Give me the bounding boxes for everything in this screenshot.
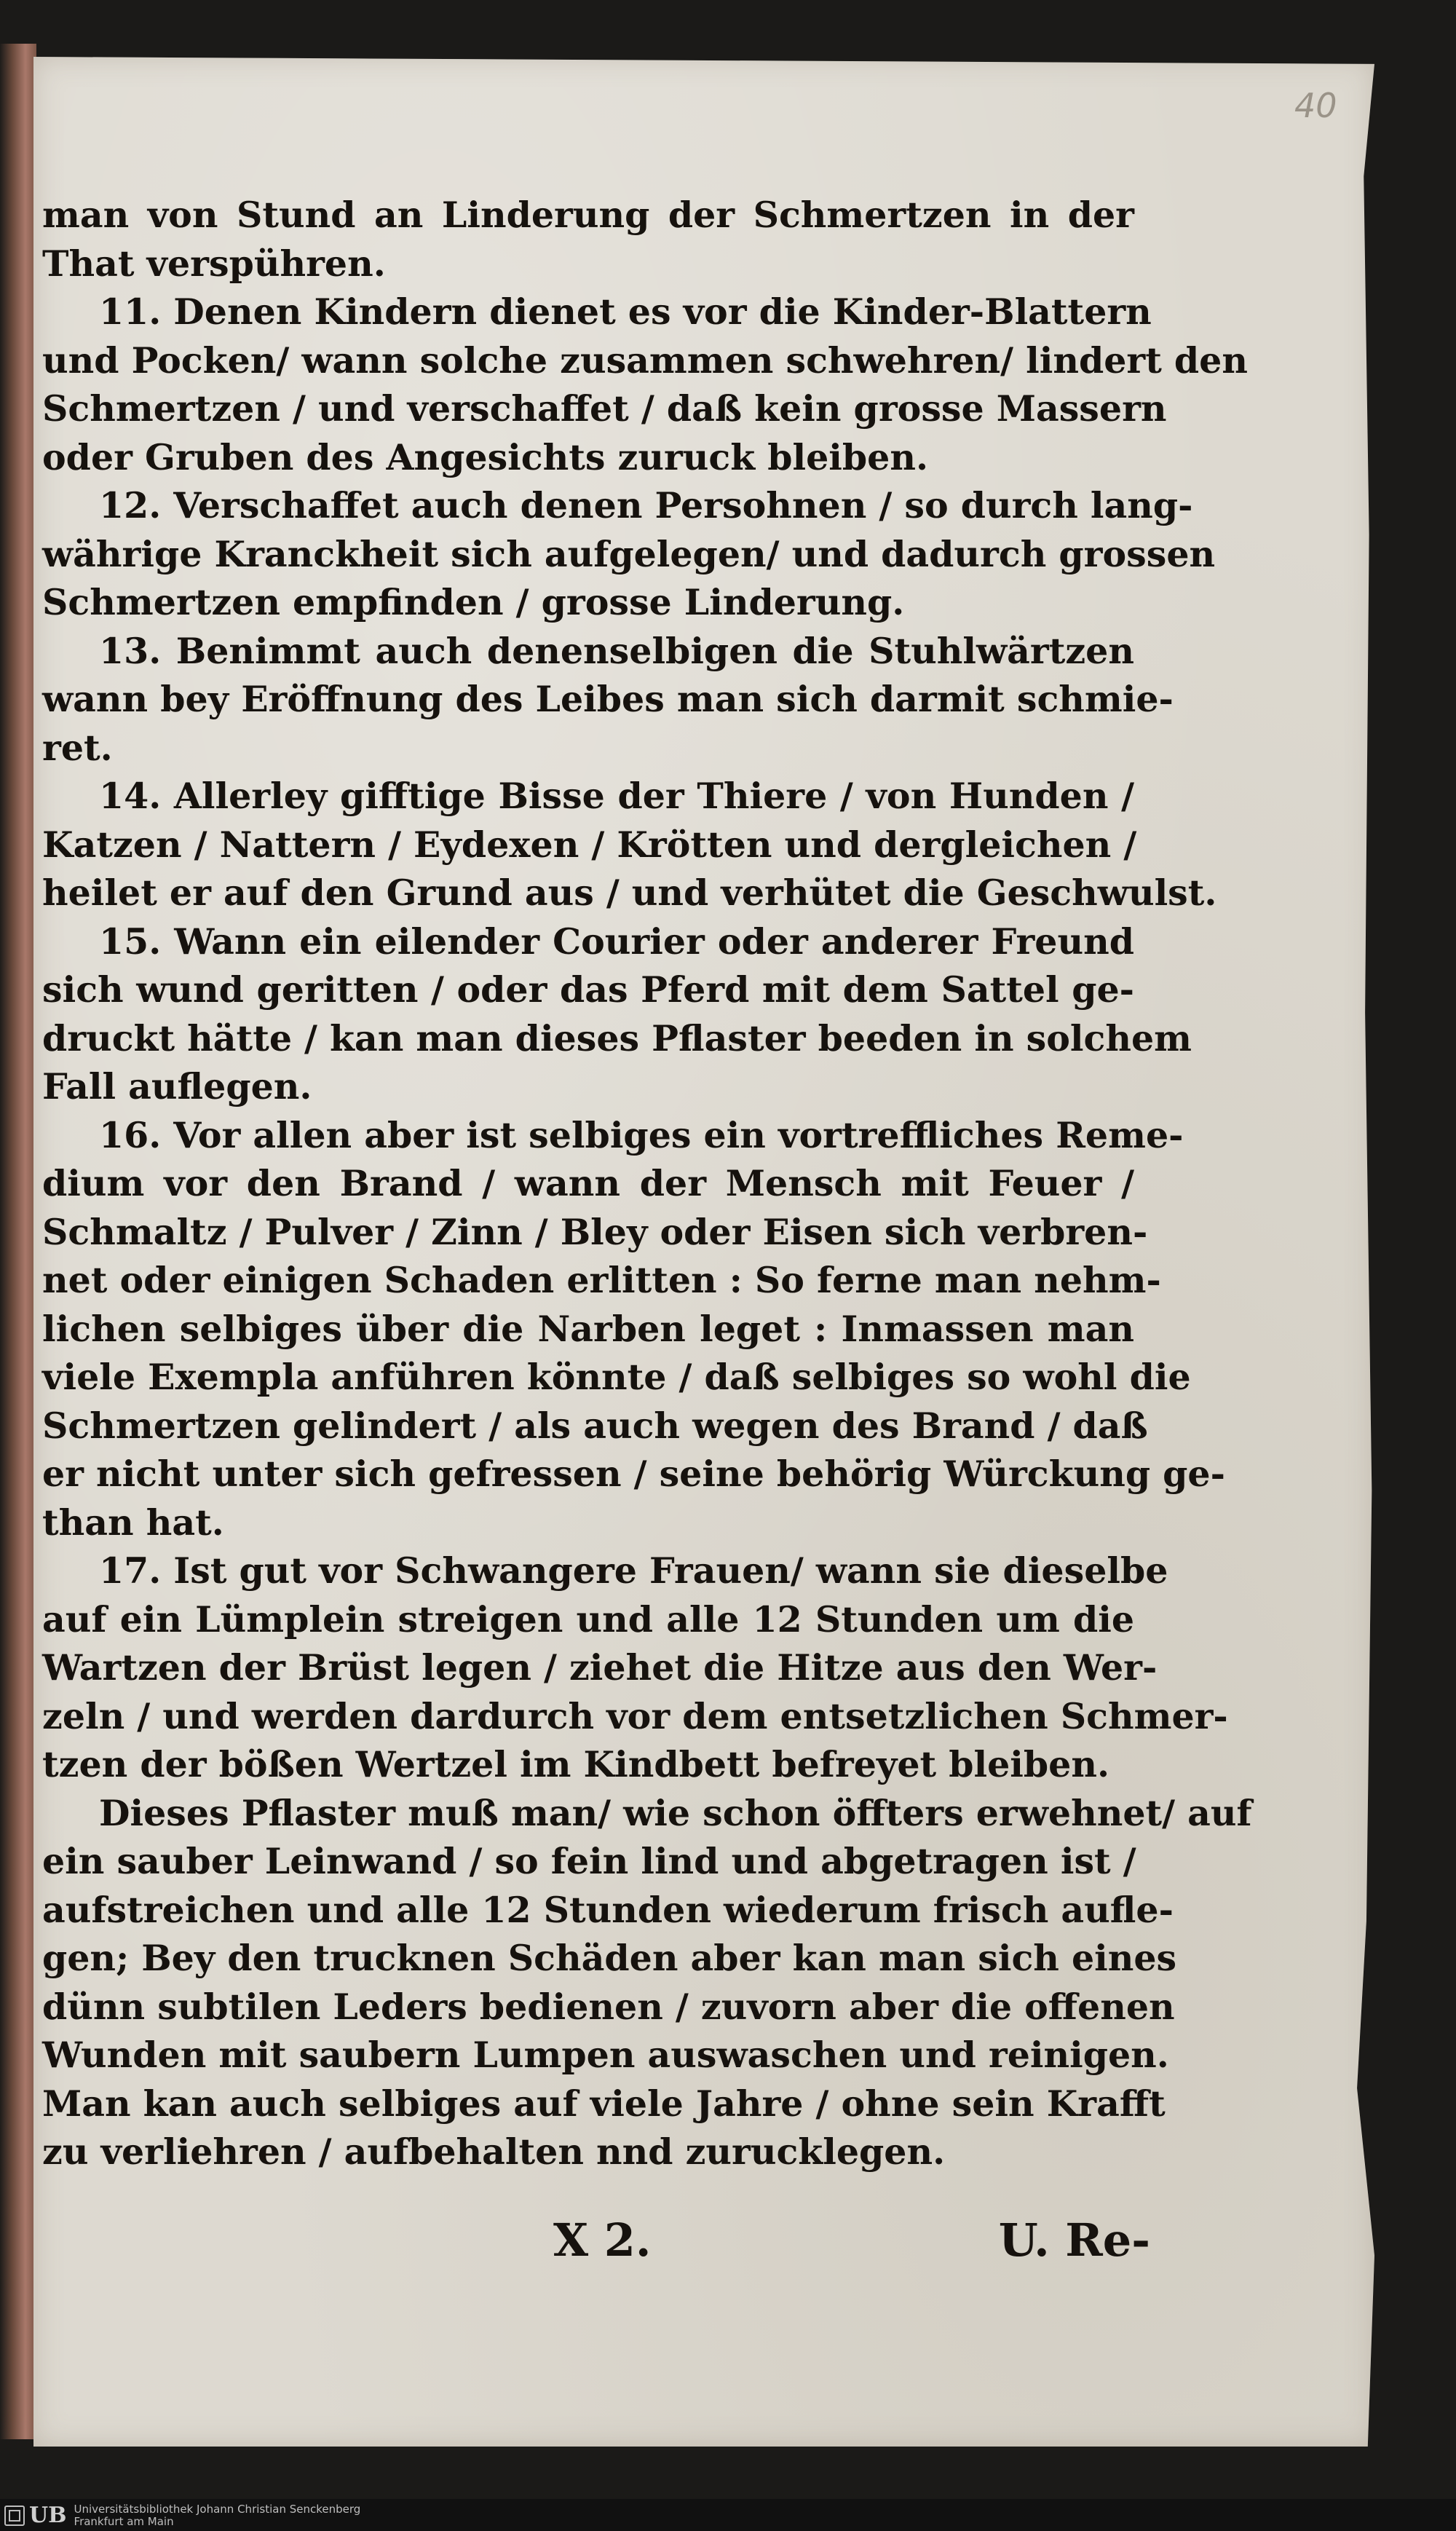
text-line: than hat. <box>42 1501 224 1544</box>
text-line: Schmertzen empfinden / grosse Linderung. <box>42 581 905 623</box>
library-logo <box>4 2503 360 2528</box>
text-line: 14. Allerley gifftige Bisse der Thiere / von Hunden / <box>99 775 1134 817</box>
text-line: ret. <box>42 726 113 769</box>
library-logo-text: UB <box>29 2503 67 2528</box>
text-line: Wunden mit saubern Lumpen auswaschen und reinigen. <box>42 2034 1169 2076</box>
text-line: 11. Denen Kindern dienet es vor die Kinder-Blattern <box>99 291 1152 333</box>
text-line: heilet er auf den Grund aus / und verhütet die Geschwulst. <box>42 872 1217 914</box>
text-line: Man kan auch selbiges auf viele Jahre / ohne sein Krafft <box>42 2082 1166 2125</box>
text-line: 17. Ist gut vor Schwangere Frauen/ wann sie dieselbe <box>99 1549 1168 1592</box>
library-location: Frankfurt am Main <box>74 2514 174 2528</box>
text-line: viele Exempla anführen könnte / daß selbiges so wohl die <box>42 1356 1191 1398</box>
catchword: U. Re- <box>998 2214 1150 2267</box>
text-line: er nicht unter sich gefressen / seine behörig Würckung ge- <box>42 1453 1225 1495</box>
signature-mark: X 2. <box>553 2214 652 2267</box>
text-line: Schmertzen / und verschaffet / daß kein grosse Massern <box>42 387 1167 430</box>
text-line: und Pocken/ wann solche zusammen schwehren/ lindert den <box>42 339 1248 382</box>
text-line: Wartzen der Brüst legen / ziehet die Hitze aus den Wer- <box>42 1646 1158 1689</box>
text-line: Fall auflegen. <box>42 1065 312 1107</box>
text-line: net oder einigen Schaden erlitten : So ferne man nehm- <box>42 1259 1161 1301</box>
text-line: zeln / und werden dardurch vor dem entsetzlichen Schmer- <box>42 1694 1228 1737</box>
text-line: Katzen / Nattern / Eydexen / Krötten und dergleichen / <box>42 823 1137 866</box>
library-footer <box>0 2499 1456 2531</box>
text-line: wann bey Eröffnung des Leibes man sich darmit schmie- <box>42 678 1174 720</box>
text-line: That verspühren. <box>42 242 386 285</box>
book-spine-edge <box>0 44 36 2439</box>
text-line: lichen selbiges über die Narben leget : Inmassen man <box>42 1307 1134 1350</box>
text-line: dium vor den Brand / wann der Mensch mit Feuer / <box>42 1162 1134 1204</box>
text-line: man von Stund an Linderung der Schmertzen in der <box>42 194 1134 236</box>
page-number: 40 <box>1294 86 1337 125</box>
text-line: auf ein Lümplein streigen und alle 12 Stunden um die <box>42 1598 1134 1640</box>
library-caption <box>74 2503 361 2528</box>
text-line: tzen der bößen Wertzel im Kindbett befreyet bleiben. <box>42 1743 1110 1785</box>
text-line: 13. Benimmt auch denenselbigen die Stuhlwärtzen <box>99 629 1134 672</box>
page-foot <box>553 2214 1150 2279</box>
text-line: Schmaltz / Pulver / Zinn / Bley oder Eisen sich verbren- <box>42 1210 1148 1253</box>
text-line: ein sauber Leinwand / so fein lind und abgetragen ist / <box>42 1840 1136 1882</box>
library-emblem-icon <box>4 2506 25 2526</box>
text-line: sich wund geritten / oder das Pferd mit dem Sattel ge- <box>42 968 1134 1011</box>
library-institution: Universitätsbibliothek Johann Christian Senckenberg <box>74 2502 361 2516</box>
text-line: währige Kranckheit sich aufgelegen/ und dadurch grossen <box>42 532 1216 575</box>
text-line: gen; Bey den trucknen Schäden aber kan man sich eines <box>42 1937 1177 1979</box>
text-line: druckt hätte / kan man dieses Pflaster beeden in solchem <box>42 1016 1192 1059</box>
text-line: 15. Wann ein eilender Courier oder anderer Freund <box>99 920 1134 963</box>
text-line: oder Gruben des Angesichts zuruck bleiben. <box>42 435 929 478</box>
text-line: aufstreichen und alle 12 Stunden wiederum frisch aufle- <box>42 1888 1174 1931</box>
text-line: 12. Verschaffet auch denen Persohnen / so durch lang- <box>99 484 1193 526</box>
text-line: Dieses Pflaster muß man/ wie schon öffters erwehnet/ auf <box>99 1791 1252 1834</box>
text-line: zu verliehren / aufbehalten nnd zurucklegen. <box>42 2131 946 2173</box>
text-line: dünn subtilen Leders bedienen / zuvorn aber die offenen <box>42 1985 1175 2028</box>
text-line: 16. Vor allen aber ist selbiges ein vortreffliches Reme- <box>99 1113 1184 1156</box>
body-text <box>42 191 1252 2176</box>
text-line: Schmertzen gelindert / als auch wegen des Brand / daß <box>42 1404 1148 1447</box>
